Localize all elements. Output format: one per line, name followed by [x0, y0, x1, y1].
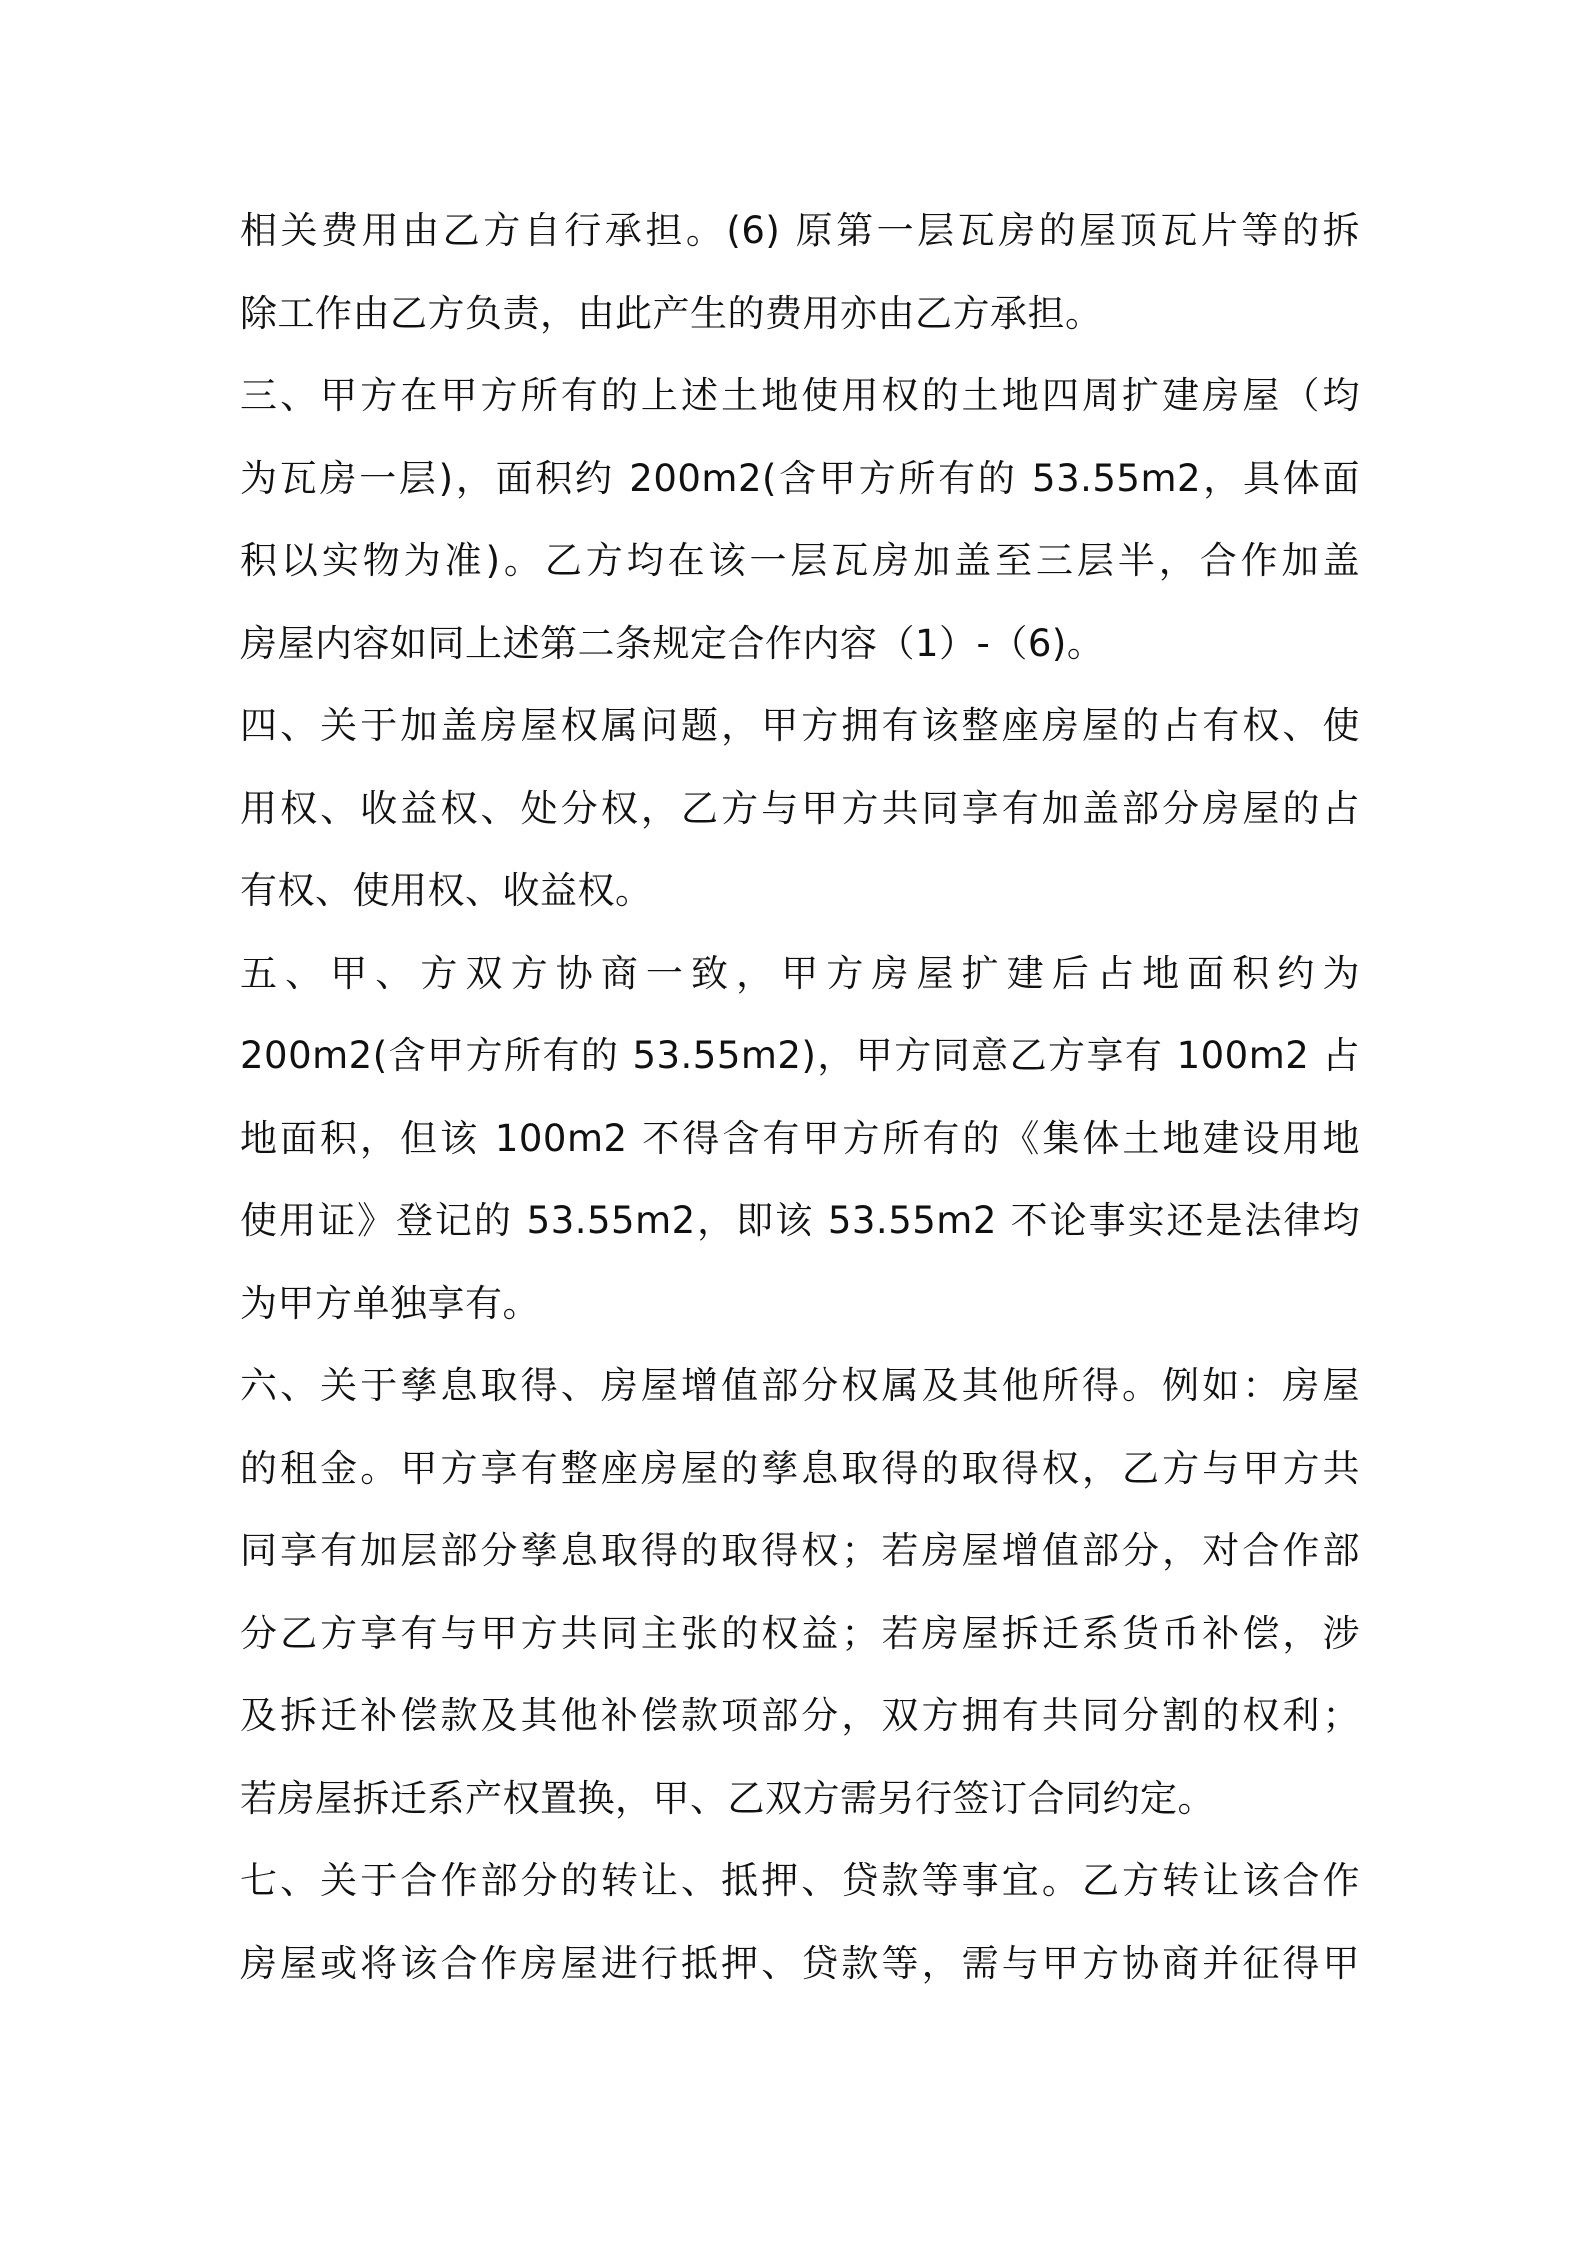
- text-line: 七、关于合作部分的转让、抵押、贷款等事宜。乙方转让该合作: [240, 1859, 1360, 1902]
- text-line: 五、甲、方双方协商一致，甲方房屋扩建后占地面积约为: [240, 951, 1360, 995]
- text-line: 积以实物为准)。乙方均在该一层瓦房加盖至三层半，合作加盖: [240, 539, 1360, 582]
- text-line: 六、关于孳息取得、房屋增值部分权属及其他所得。例如：房屋: [240, 1364, 1360, 1407]
- text-line: 200m2(含甲方所有的 53.55m2)，甲方同意乙方享有 100m2 占: [240, 1034, 1360, 1077]
- text-line: 为甲方单独享有。: [240, 1281, 540, 1325]
- text-line: 三、甲方在甲方所有的上述土地使用权的土地四周扩建房屋（均: [240, 374, 1360, 417]
- text-line: 分乙方享有与甲方共同主张的权益；若房屋拆迁系货币补偿，涉: [240, 1611, 1360, 1655]
- text-line: 使用证》登记的 53.55m2，即该 53.55m2 不论事实还是法律均: [240, 1199, 1360, 1242]
- text-line: 及拆迁补偿款及其他补偿款项部分，双方拥有共同分割的权利；: [240, 1694, 1360, 1737]
- text-line: 相关费用由乙方自行承担。(6) 原第一层瓦房的屋顶瓦片等的拆: [240, 209, 1360, 252]
- text-line: 地面积，但该 100m2 不得含有甲方所有的《集体土地建设用地: [240, 1116, 1360, 1160]
- text-line: 同享有加层部分孳息取得的取得权；若房屋增值部分，对合作部: [240, 1529, 1360, 1572]
- text-line: 为瓦房一层)，面积约 200m2(含甲方所有的 53.55m2，具体面: [240, 456, 1360, 500]
- contract-text: [240, 190, 1360, 2005]
- text-line: 的租金。甲方享有整座房屋的孳息取得的取得权，乙方与甲方共: [240, 1446, 1360, 1490]
- text-line: 若房屋拆迁系产权置换，甲、乙双方需另行签订合同约定。: [240, 1776, 1215, 1820]
- text-line: 四、关于加盖房屋权属问题，甲方拥有该整座房屋的占有权、使: [240, 704, 1360, 747]
- text-line: 用权、收益权、处分权，乙方与甲方共同享有加盖部分房屋的占: [240, 786, 1360, 830]
- text-line: 除工作由乙方负责，由此产生的费用亦由乙方承担。: [240, 291, 1103, 335]
- text-line: 房屋内容如同上述第二条规定合作内容（1）-（6)。: [240, 621, 1105, 665]
- text-line: 有权、使用权、收益权。: [240, 869, 653, 912]
- text-line: 房屋或将该合作房屋进行抵押、贷款等，需与甲方协商并征得甲: [240, 1941, 1360, 1985]
